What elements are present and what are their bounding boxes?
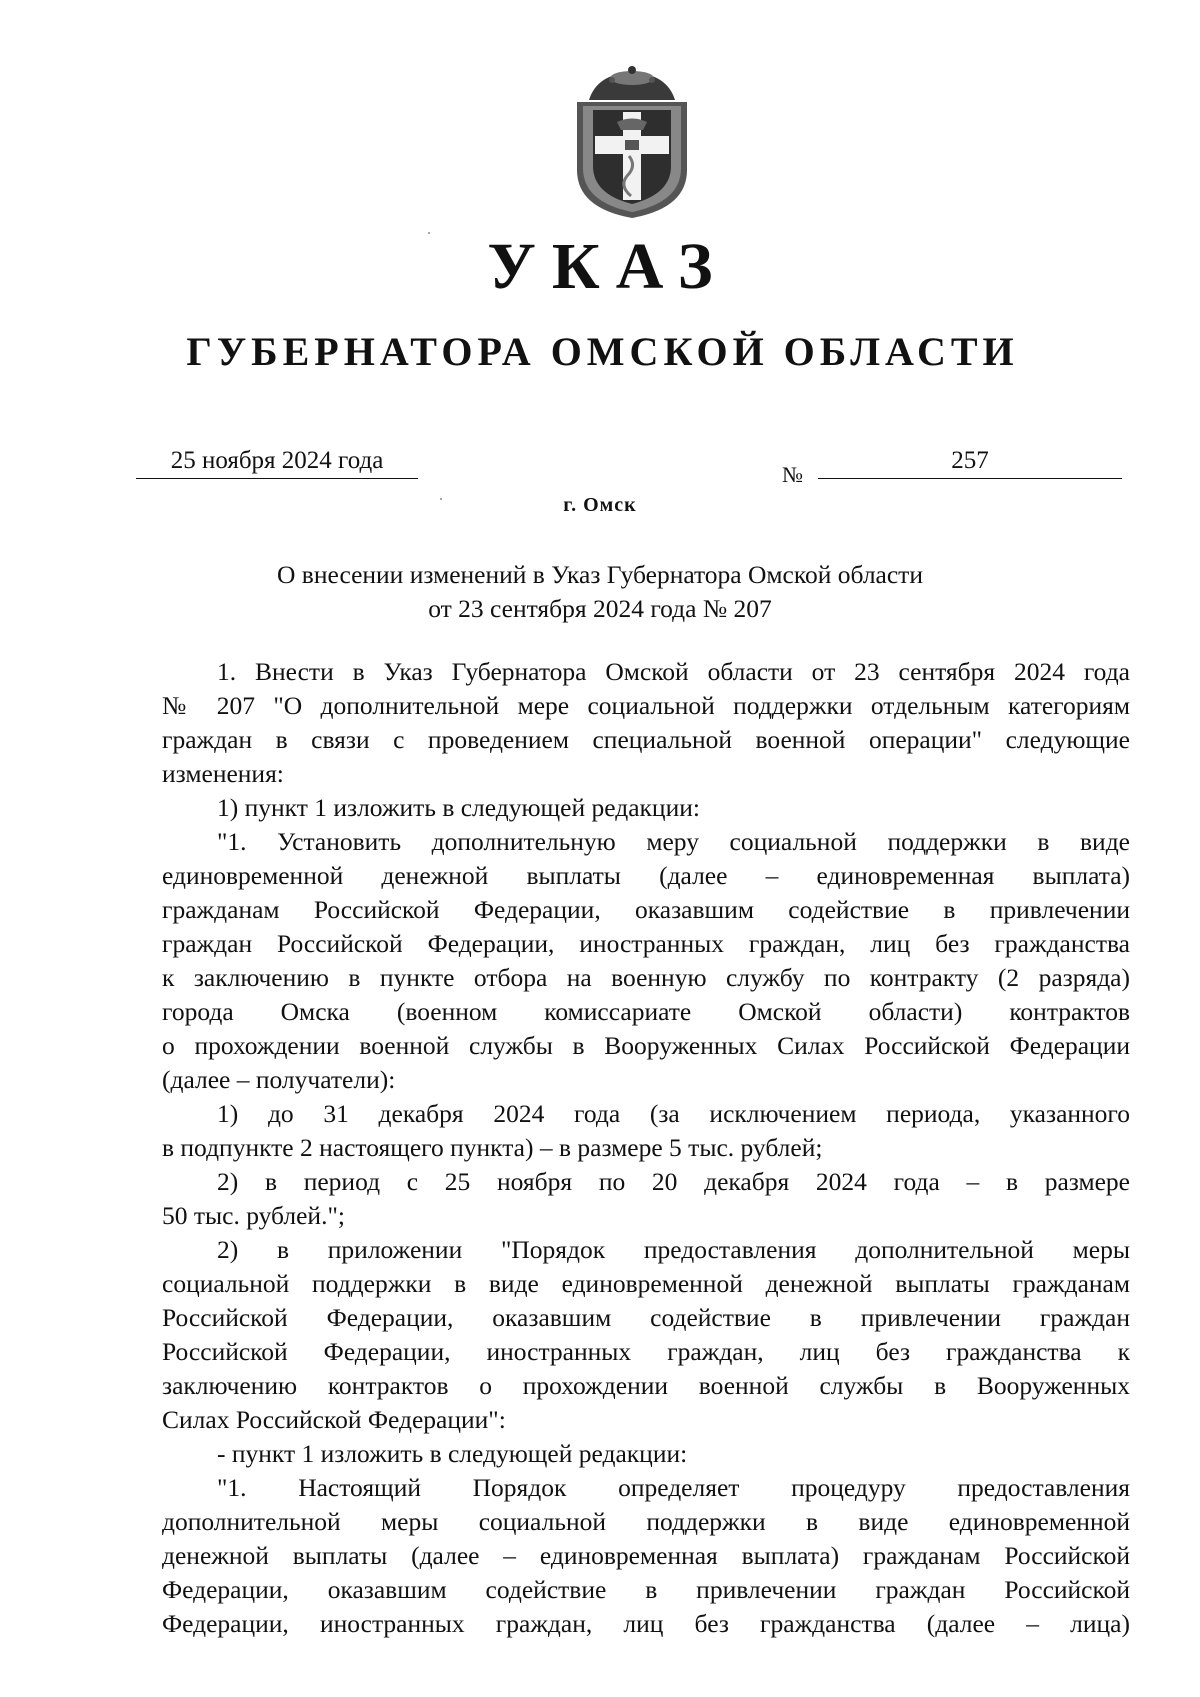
decree-subject xyxy=(0,558,1200,626)
body-line: заключению контрактов о прохождении военной службы в Вооруженных xyxy=(162,1371,1130,1400)
body-line: 1. Внести в Указ Губернатора Омской области от 23 сентября 2024 года xyxy=(217,657,1130,686)
coat-of-arms-icon xyxy=(567,60,697,220)
body-line: изменения: xyxy=(162,759,284,788)
body-line: 2) в период с 25 ноября по 20 декабря 2024 года – в размере xyxy=(217,1167,1130,1196)
body-line: Российской Федерации, оказавшим содействие в привлечении граждан xyxy=(162,1303,1130,1332)
body-line: 1) пункт 1 изложить в следующей редакции: xyxy=(217,793,700,822)
body-line: граждан Российской Федерации, иностранных граждан, лиц без гражданства xyxy=(162,929,1130,958)
body-line: социальной поддержки в виде единовременной денежной выплаты гражданам xyxy=(162,1269,1130,1298)
body-line: к заключению в пункте отбора на военную службу по контракту (2 разряда) xyxy=(162,963,1130,992)
decree-city: г. Омск xyxy=(563,494,637,516)
body-line: "1. Установить дополнительную меру социальной поддержки в виде xyxy=(217,827,1130,856)
subject-line: О внесении изменений в Указ Губернатора Омской области xyxy=(277,560,923,589)
scan-speck xyxy=(440,498,442,500)
body-line: 1) до 31 декабря 2024 года (за исключением периода, указанного xyxy=(217,1099,1130,1128)
body-line: 2) в приложении "Порядок предоставления дополнительной меры xyxy=(217,1235,1130,1264)
document-title: УКАЗ xyxy=(487,230,729,303)
body-line: "1. Настоящий Порядок определяет процедуру предоставления xyxy=(217,1473,1130,1502)
body-line: дополнительной меры социальной поддержки в виде единовременной xyxy=(162,1507,1130,1536)
body-line: о прохождении военной службы в Вооруженных Силах Российской Федерации xyxy=(162,1031,1130,1060)
body-line: города Омска (военном комиссариате Омской области) контрактов xyxy=(162,997,1130,1026)
decree-date: 25 ноября 2024 года xyxy=(136,444,418,479)
decree-number: 257 xyxy=(818,444,1122,479)
body-line: граждан в связи с проведением специальной военной операции" следующие xyxy=(162,725,1130,754)
body-line: № 207 "О дополнительной мере социальной поддержки отдельным категориям xyxy=(162,691,1130,720)
decree-body xyxy=(162,655,1130,1641)
body-line: 50 тыс. рублей."; xyxy=(162,1201,345,1230)
body-line: Силах Российской Федерации": xyxy=(162,1405,506,1434)
body-line: - пункт 1 изложить в следующей редакции: xyxy=(217,1439,688,1468)
body-line: Федерации, иностранных граждан, лиц без гражданства (далее – лица) xyxy=(162,1609,1130,1638)
document-issuer: ГУБЕРНАТОРА ОМСКОЙ ОБЛАСТИ xyxy=(186,329,1019,374)
number-sign: № xyxy=(782,462,803,487)
body-line: в подпункте 2 настоящего пункта) – в размере 5 тыс. рублей; xyxy=(162,1133,823,1162)
body-line: Российской Федерации, иностранных граждан, лиц без гражданства к xyxy=(162,1337,1130,1366)
body-line: Федерации, оказавшим содействие в привлечении граждан Российской xyxy=(162,1575,1130,1604)
body-line: (далее – получатели): xyxy=(162,1065,396,1094)
scan-speck xyxy=(428,232,430,234)
body-line: гражданам Российской Федерации, оказавшим содействие в привлечении xyxy=(162,895,1130,924)
body-line: денежной выплаты (далее – единовременная выплата) гражданам Российской xyxy=(162,1541,1130,1570)
subject-line: от 23 сентября 2024 года № 207 xyxy=(428,594,772,623)
body-line: единовременной денежной выплаты (далее – единовременная выплата) xyxy=(162,861,1130,890)
